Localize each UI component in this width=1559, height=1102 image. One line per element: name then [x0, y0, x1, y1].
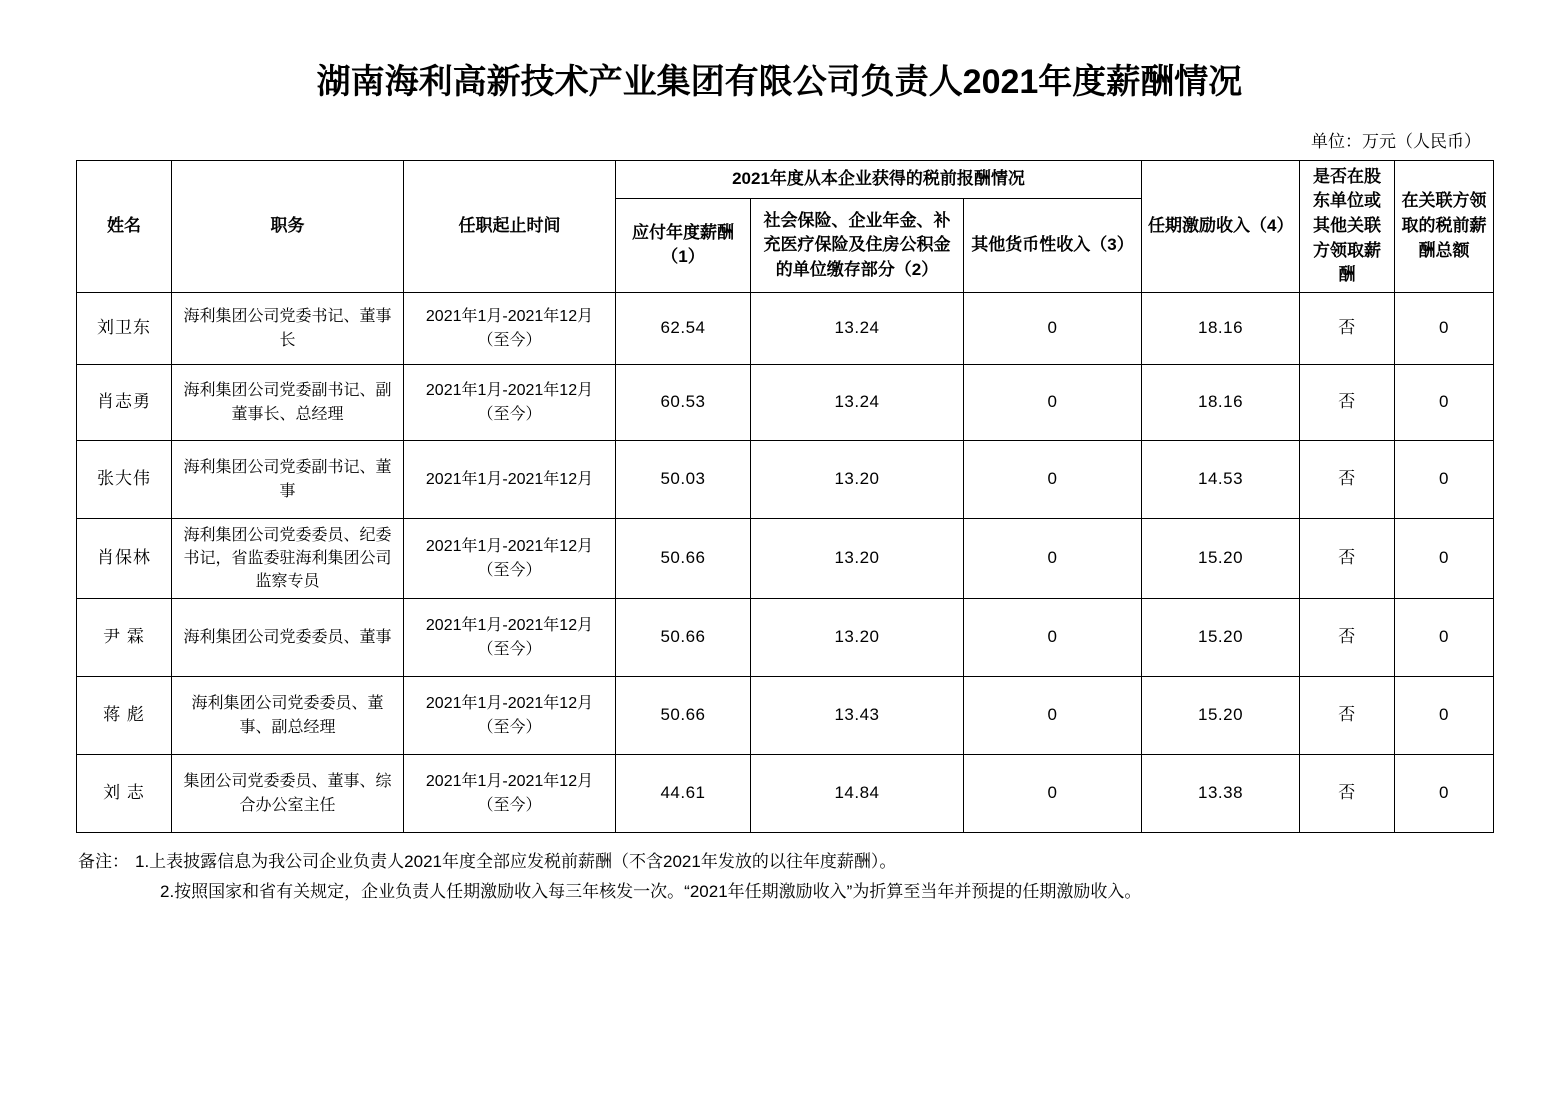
cell-other-income: 0	[964, 599, 1142, 677]
cell-name: 尹 霖	[77, 599, 172, 677]
cell-social-insurance: 13.20	[751, 519, 964, 599]
notes-section	[76, 833, 1483, 907]
cell-related-party-total: 0	[1395, 677, 1494, 755]
cell-other-income: 0	[964, 677, 1142, 755]
cell-related-party-total: 0	[1395, 365, 1494, 441]
cell-related-party-total: 0	[1395, 441, 1494, 519]
cell-social-insurance: 13.43	[751, 677, 964, 755]
cell-social-insurance: 13.20	[751, 599, 964, 677]
table-row	[77, 755, 1494, 833]
cell-term: 2021年1月-2021年12月	[404, 441, 616, 519]
cell-related-party-total: 0	[1395, 755, 1494, 833]
cell-name: 肖保林	[77, 519, 172, 599]
header-term: 任职起止时间	[404, 160, 616, 292]
cell-other-income: 0	[964, 755, 1142, 833]
cell-name: 肖志勇	[77, 365, 172, 441]
cell-post: 海利集团公司党委委员、董事	[172, 599, 404, 677]
table-row	[77, 293, 1494, 365]
cell-term: 2021年1月-2021年12月（至今）	[404, 599, 616, 677]
table-row	[77, 519, 1494, 599]
cell-term-incentive: 18.16	[1142, 293, 1300, 365]
cell-from-shareholder: 否	[1300, 677, 1395, 755]
salary-table	[76, 160, 1494, 833]
header-social-insurance: 社会保险、企业年金、补充医疗保险及住房公积金的单位缴存部分（2）	[751, 198, 964, 292]
cell-annual-salary: 50.66	[616, 519, 751, 599]
cell-annual-salary: 60.53	[616, 365, 751, 441]
cell-post: 海利集团公司党委副书记、董事	[172, 441, 404, 519]
cell-social-insurance: 13.24	[751, 293, 964, 365]
cell-social-insurance: 13.24	[751, 365, 964, 441]
header-related-party-total: 在关联方领取的税前薪酬总额	[1395, 160, 1494, 292]
notes-label: 备注：	[78, 852, 129, 871]
cell-from-shareholder: 否	[1300, 441, 1395, 519]
cell-post: 海利集团公司党委委员、纪委书记，省监委驻海利集团公司监察专员	[172, 519, 404, 599]
cell-other-income: 0	[964, 441, 1142, 519]
cell-post: 集团公司党委委员、董事、综合办公室主任	[172, 755, 404, 833]
cell-term: 2021年1月-2021年12月（至今）	[404, 519, 616, 599]
cell-social-insurance: 13.20	[751, 441, 964, 519]
cell-annual-salary: 62.54	[616, 293, 751, 365]
header-group-pretax: 2021年度从本企业获得的税前报酬情况	[616, 160, 1142, 198]
cell-from-shareholder: 否	[1300, 293, 1395, 365]
cell-related-party-total: 0	[1395, 293, 1494, 365]
note-item-1: 1.上表披露信息为我公司企业负责人2021年度全部应发税前薪酬（不含2021年发放的以往年度薪酬）。	[135, 852, 897, 871]
header-annual-salary: 应付年度薪酬（1）	[616, 198, 751, 292]
table-row	[77, 365, 1494, 441]
cell-annual-salary: 44.61	[616, 755, 751, 833]
cell-name: 张大伟	[77, 441, 172, 519]
cell-post: 海利集团公司党委书记、董事长	[172, 293, 404, 365]
header-post: 职务	[172, 160, 404, 292]
header-other-income: 其他货币性收入（3）	[964, 198, 1142, 292]
cell-post: 海利集团公司党委委员、董事、副总经理	[172, 677, 404, 755]
header-name: 姓名	[77, 160, 172, 292]
cell-annual-salary: 50.66	[616, 599, 751, 677]
header-from-shareholder: 是否在股东单位或其他关联方领取薪酬	[1300, 160, 1395, 292]
cell-from-shareholder: 否	[1300, 599, 1395, 677]
cell-post: 海利集团公司党委副书记、副董事长、总经理	[172, 365, 404, 441]
cell-related-party-total: 0	[1395, 599, 1494, 677]
table-row	[77, 441, 1494, 519]
cell-other-income: 0	[964, 365, 1142, 441]
cell-related-party-total: 0	[1395, 519, 1494, 599]
cell-other-income: 0	[964, 519, 1142, 599]
note-item-2: 2.按照国家和省有关规定，企业负责人任期激励收入每三年核发一次。“2021年任期激励收入”为折算至当年并预提的任期激励收入。	[160, 881, 1142, 901]
cell-term: 2021年1月-2021年12月（至今）	[404, 365, 616, 441]
cell-name: 刘卫东	[77, 293, 172, 365]
cell-term-incentive: 15.20	[1142, 677, 1300, 755]
cell-other-income: 0	[964, 293, 1142, 365]
page-title: 湖南海利高新技术产业集团有限公司负责人2021年度薪酬情况	[316, 63, 1243, 101]
cell-from-shareholder: 否	[1300, 755, 1395, 833]
table-row	[77, 677, 1494, 755]
cell-from-shareholder: 否	[1300, 365, 1395, 441]
cell-term-incentive: 18.16	[1142, 365, 1300, 441]
cell-term: 2021年1月-2021年12月（至今）	[404, 677, 616, 755]
note-row-2	[78, 877, 1483, 907]
table-row	[77, 599, 1494, 677]
cell-term: 2021年1月-2021年12月（至今）	[404, 293, 616, 365]
cell-term-incentive: 13.38	[1142, 755, 1300, 833]
cell-name: 蒋 彪	[77, 677, 172, 755]
unit-note: 单位：万元（人民币）	[1311, 131, 1481, 151]
header-term-incentive: 任期激励收入（4）	[1142, 160, 1300, 292]
cell-term-incentive: 15.20	[1142, 519, 1300, 599]
cell-annual-salary: 50.66	[616, 677, 751, 755]
cell-term-incentive: 14.53	[1142, 441, 1300, 519]
cell-annual-salary: 50.03	[616, 441, 751, 519]
cell-from-shareholder: 否	[1300, 519, 1395, 599]
cell-term-incentive: 15.20	[1142, 599, 1300, 677]
cell-name: 刘 志	[77, 755, 172, 833]
note-row-1	[78, 847, 1483, 877]
table-header-row-1	[77, 160, 1494, 198]
cell-social-insurance: 14.84	[751, 755, 964, 833]
cell-term: 2021年1月-2021年12月（至今）	[404, 755, 616, 833]
